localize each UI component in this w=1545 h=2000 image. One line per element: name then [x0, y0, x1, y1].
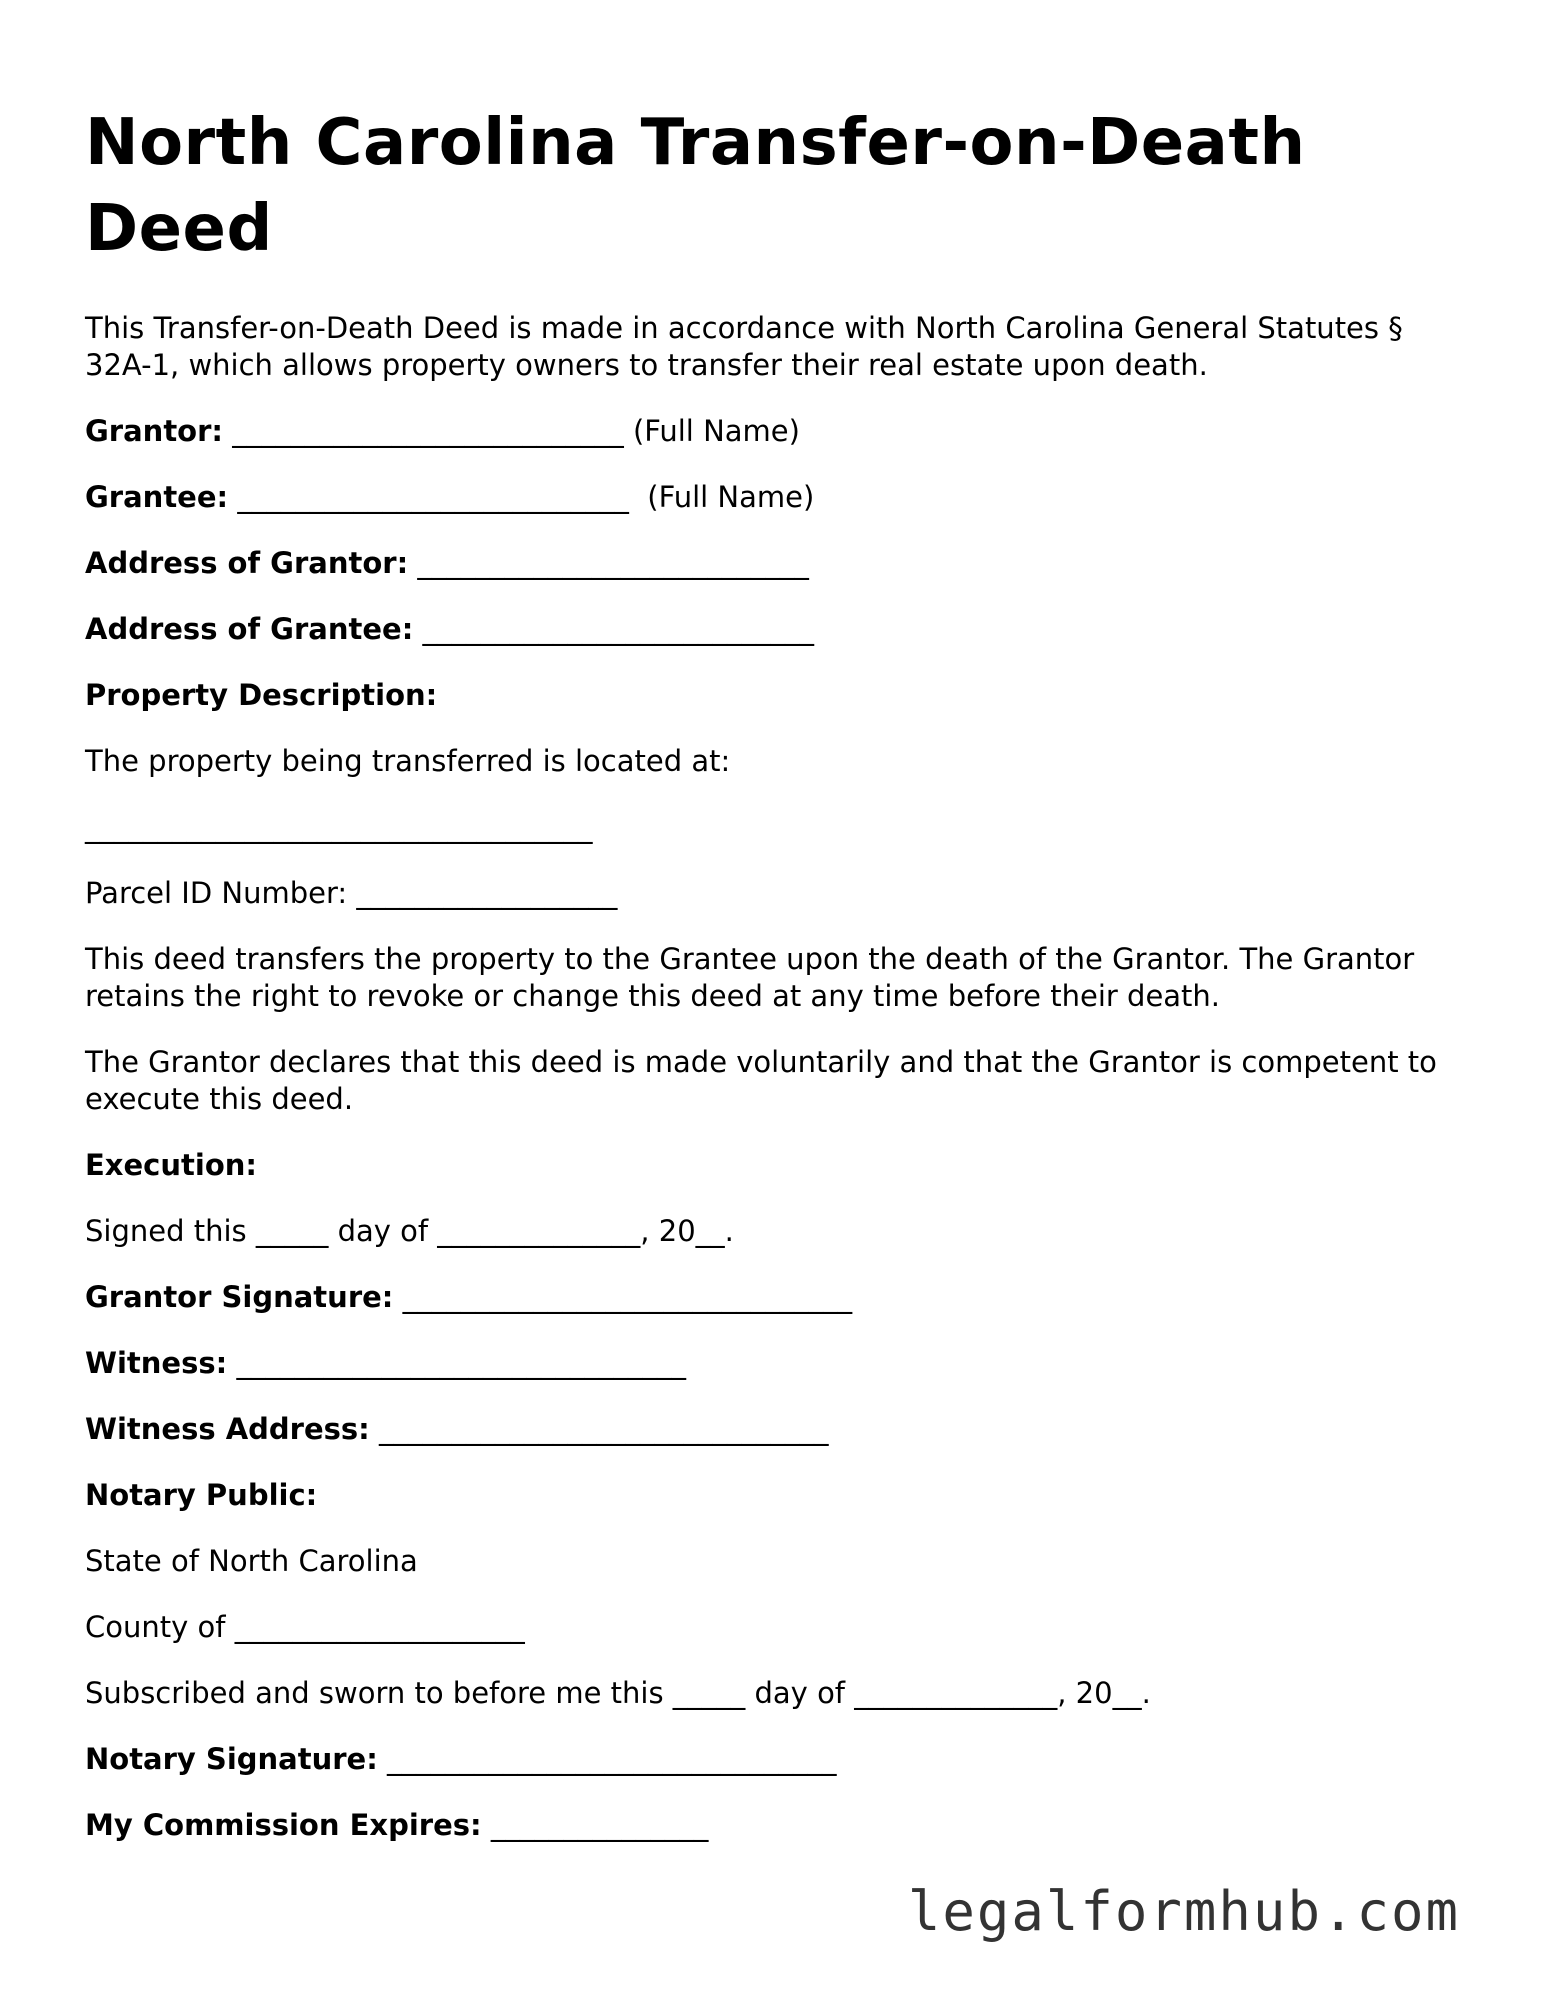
county-field	[85, 1609, 1465, 1646]
commission-label: My Commission Expires:	[85, 1808, 482, 1842]
deed-document	[85, 100, 1465, 1844]
grantee-field	[85, 479, 1465, 516]
commission-field	[85, 1807, 1465, 1844]
grantee-label: Grantee:	[85, 480, 229, 514]
grantor-signature-field	[85, 1279, 1465, 1316]
grantor-signature-label: Grantor Signature:	[85, 1280, 394, 1314]
grantor-label: Grantor:	[85, 414, 224, 448]
site-watermark: legalformhub.com	[907, 1880, 1460, 1943]
notary-signature-blank[interactable]: _______________________________	[387, 1742, 837, 1776]
witness-address-label: Witness Address:	[85, 1412, 370, 1446]
notary-signature-field	[85, 1741, 1465, 1778]
document-title: North Carolina Transfer-on-Death Deed	[85, 106, 1306, 266]
grantor-suffix: (Full Name)	[623, 414, 800, 448]
witness-blank[interactable]: _______________________________	[236, 1346, 686, 1380]
parcel-label: Parcel ID Number:	[85, 876, 348, 910]
property-located-text: The property being transferred is located at:	[85, 744, 731, 778]
declaration-paragraph: The Grantor declares that this deed is made voluntarily and that the Grantor is competent to execute this deed.	[85, 1045, 1437, 1116]
property-address-blank[interactable]: ___________________________________	[85, 810, 593, 844]
address-grantor-blank[interactable]: ___________________________	[417, 546, 809, 580]
signed-date-line[interactable]: Signed this _____ day of ______________, 20__.	[85, 1214, 734, 1248]
witness-label: Witness:	[85, 1346, 228, 1380]
witness-address-blank[interactable]: _______________________________	[379, 1412, 829, 1446]
sworn-date-line[interactable]: Subscribed and sworn to before me this _____ day of ______________, 20__.	[85, 1676, 1151, 1710]
parcel-blank[interactable]: __________________	[356, 876, 618, 910]
grantor-signature-blank[interactable]: _______________________________	[402, 1280, 853, 1314]
address-grantee-blank[interactable]: ___________________________	[422, 612, 815, 646]
address-grantor-field	[85, 545, 1465, 582]
notary-heading-text: Notary Public:	[85, 1478, 318, 1512]
transfer-paragraph: This deed transfers the property to the Grantee upon the death of the Grantor. The Grantor retains the right to revoke or change this deed at any time before their death.	[85, 942, 1415, 1013]
grantor-blank[interactable]: ___________________________	[232, 414, 624, 448]
state-line: State of North Carolina	[85, 1544, 418, 1578]
address-grantee-field	[85, 611, 1465, 648]
county-label: County of	[85, 1610, 226, 1644]
grantee-suffix: (Full Name)	[628, 480, 815, 514]
execution-heading	[85, 1147, 1465, 1184]
notary-heading	[85, 1477, 1465, 1514]
address-grantor-label: Address of Grantor:	[85, 546, 409, 580]
property-heading	[85, 677, 1465, 714]
witness-field	[85, 1345, 1465, 1382]
intro-paragraph: This Transfer-on-Death Deed is made in accordance with North Carolina General Statutes § 32A-1, which allows property owners to transfer their real estate upon death.	[85, 311, 1403, 382]
notary-signature-label: Notary Signature:	[85, 1742, 378, 1776]
grantor-field	[85, 413, 1465, 450]
commission-blank[interactable]: _______________	[490, 1808, 709, 1842]
execution-heading-text: Execution:	[85, 1148, 257, 1182]
county-blank[interactable]: ____________________	[234, 1610, 525, 1644]
grantee-blank[interactable]: ___________________________	[237, 480, 629, 514]
parcel-field	[85, 875, 1465, 912]
property-heading-text: Property Description:	[85, 678, 438, 712]
address-grantee-label: Address of Grantee:	[85, 612, 414, 646]
witness-address-field	[85, 1411, 1465, 1448]
